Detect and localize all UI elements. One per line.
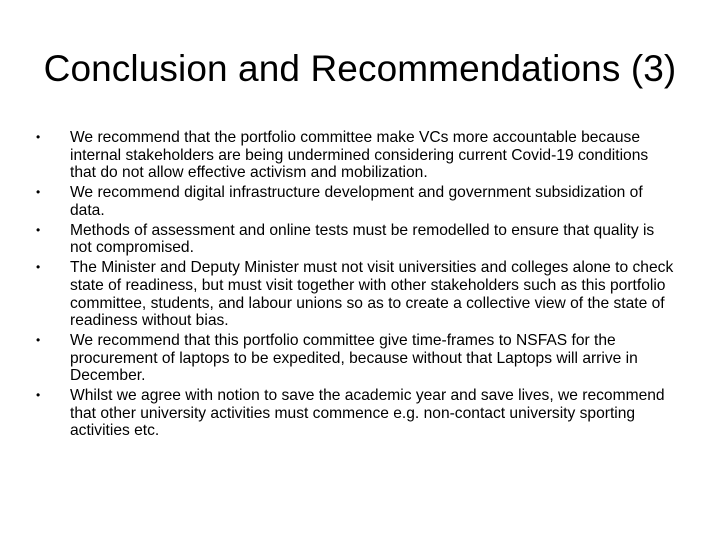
bullet-text: The Minister and Deputy Minister must not visit universities and colleges alone to check state of readiness, but must visit together with other stakeholders such as this portfolio committee, students, and labour unions so as to create a collective view of the state of readiness without bias. xyxy=(70,259,674,330)
bullet-item xyxy=(36,259,676,329)
bullet-item xyxy=(36,332,676,385)
slide-title: Conclusion and Recommendations (3) xyxy=(43,48,677,89)
bullet-item xyxy=(36,387,676,440)
bullet-item xyxy=(36,129,676,182)
bullet-text: We recommend that the portfolio committee make VCs more accountable because internal stakeholders are being undermined considering current Covid-19 conditions that do not allow effective activism and mobilization. xyxy=(70,129,649,182)
bullet-text: We recommend that this portfolio committee give time-frames to NSFAS for the procurement of laptops to be expedited, because without that Laptops will arrive in December. xyxy=(70,332,638,385)
bullet-icon: • xyxy=(36,185,41,200)
bullet-icon: • xyxy=(36,333,41,348)
bullet-text: Whilst we agree with notion to save the academic year and save lives, we recommend that other university activities must commence e.g. non-contact university sporting activities etc. xyxy=(70,387,665,440)
bullet-text: We recommend digital infrastructure development and government subsidization of data. xyxy=(70,184,643,219)
bullet-icon: • xyxy=(36,388,41,403)
bullet-icon: • xyxy=(36,260,41,275)
bullet-text: Methods of assessment and online tests must be remodelled to ensure that quality is not compromised. xyxy=(70,221,655,257)
bullet-icon: • xyxy=(36,130,41,144)
bullet-list xyxy=(36,129,676,442)
bullet-item xyxy=(36,222,676,257)
bullet-icon: • xyxy=(36,222,41,237)
bullet-item xyxy=(36,184,676,219)
